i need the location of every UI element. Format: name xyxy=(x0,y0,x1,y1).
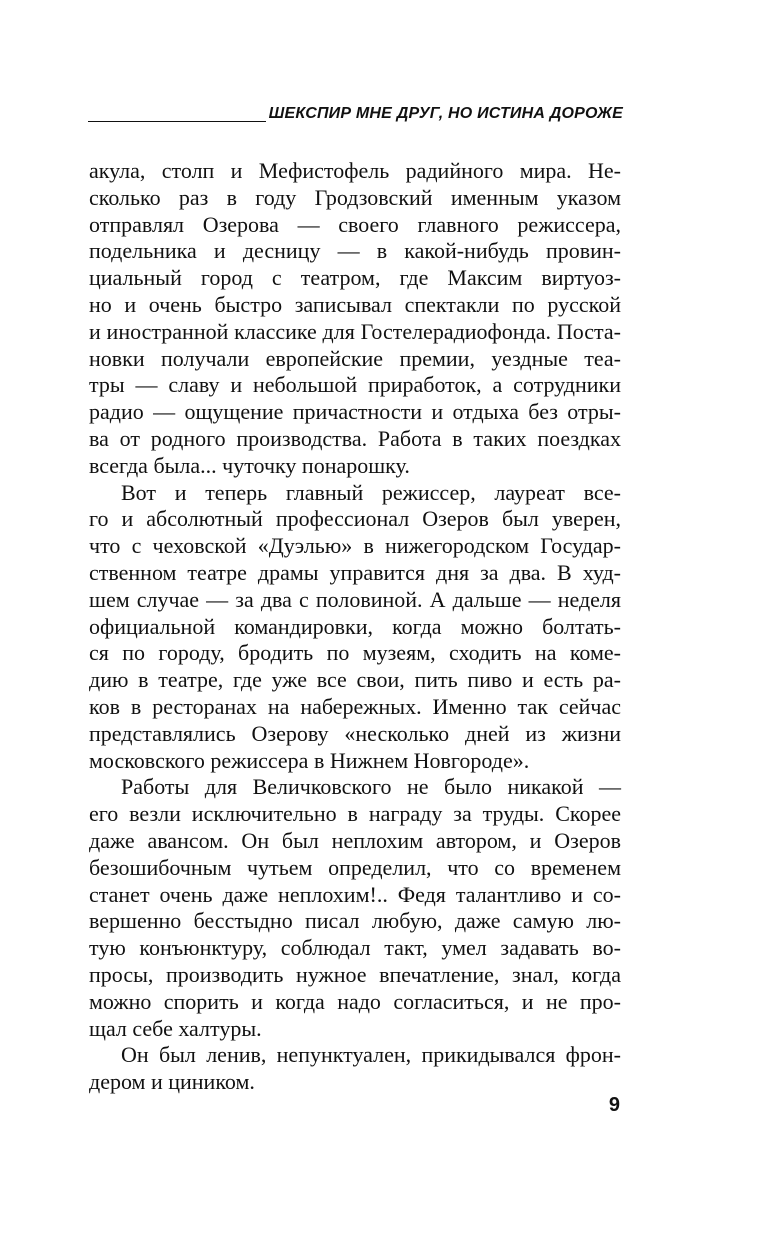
running-title: ШЕКСПИР МНЕ ДРУГ, НО ИСТИНА ДОРОЖЕ xyxy=(268,105,623,122)
paragraph xyxy=(89,480,621,775)
text-line: всегда была... чуточку понарошку. xyxy=(89,452,410,478)
paragraph xyxy=(89,158,621,480)
text-line: но и очень быстро записывал спектакли по русской xyxy=(89,291,621,317)
text-line: подельника и десницу — в какой-нибудь провин- xyxy=(89,238,621,264)
text-line: новки получали европейские премии, уездные теа- xyxy=(89,345,621,371)
text-line: ва от родного производства. Работа в таких поездках xyxy=(89,425,621,451)
text-line: тую конъюнктуру, соблюдал такт, умел задавать во- xyxy=(89,935,621,961)
text-line: сколько раз в году Гродзовский именным указом xyxy=(89,184,621,210)
text-line: дию в театре, где уже все свои, пить пиво и есть ра- xyxy=(89,667,621,693)
text-line: Вот и теперь главный режиссер, лауреат все- xyxy=(121,479,621,505)
text-line: дером и циником. xyxy=(89,1069,255,1095)
text-line: Он был ленив, непунктуален, прикидывался фрон- xyxy=(121,1042,621,1068)
text-line: официальной командировки, когда можно болтать- xyxy=(89,613,621,639)
text-line: просы, производить нужное впечатление, знал, когда xyxy=(89,961,621,987)
text-line: акула, столп и Мефистофель радийного мира. Не- xyxy=(89,158,621,183)
header-rule xyxy=(88,121,266,122)
running-header xyxy=(88,103,623,125)
text-line: представлялись Озерову «несколько дней из жизни xyxy=(89,720,621,746)
text-line: его везли исключительно в награду за труды. Скорее xyxy=(89,801,621,827)
text-line: и иностранной классике для Гостелерадиофонда. Поста- xyxy=(89,318,621,344)
text-line: циальный город с театром, где Максим виртуоз- xyxy=(89,265,621,291)
paragraph xyxy=(89,1042,621,1096)
text-line: московского режиссера в Нижнем Новгороде». xyxy=(89,747,530,773)
body-text xyxy=(89,158,621,1096)
text-line: Работы для Величковского не было никакой — xyxy=(121,774,621,800)
text-line: щал себе халтуры. xyxy=(89,1015,262,1041)
text-line: что с чеховской «Дуэлью» в нижегородском Государ- xyxy=(89,533,621,559)
text-line: вершенно бесстыдно писал любую, даже самую лю- xyxy=(89,908,621,934)
text-line: даже авансом. Он был неплохим автором, и Озеров xyxy=(89,827,621,853)
paragraph xyxy=(89,774,621,1042)
text-line: станет очень даже неплохим!.. Федя талантливо и со- xyxy=(89,881,621,907)
text-line: безошибочным чутьем определил, что со временем xyxy=(89,854,621,880)
text-line: ственном театре драмы управится дня за два. В худ- xyxy=(89,559,621,585)
text-line: го и абсолютный профессионал Озеров был уверен, xyxy=(89,506,621,532)
text-line: отправлял Озерова — своего главного режиссера, xyxy=(89,211,621,237)
text-line: тры — славу и небольшой приработок, а сотрудники xyxy=(89,372,621,398)
text-line: ся по городу, бродить по музеям, сходить на коме- xyxy=(89,640,621,666)
page-number: 9 xyxy=(608,1094,620,1116)
text-line: шем случае — за два с половиной. А дальше — неделя xyxy=(89,586,621,612)
text-line: можно спорить и когда надо согласиться, и не про- xyxy=(89,988,621,1014)
text-line: радио — ощущение причастности и отдыха без отры- xyxy=(89,399,621,425)
text-line: ков в ресторанах на набережных. Именно так сейчас xyxy=(89,693,621,719)
